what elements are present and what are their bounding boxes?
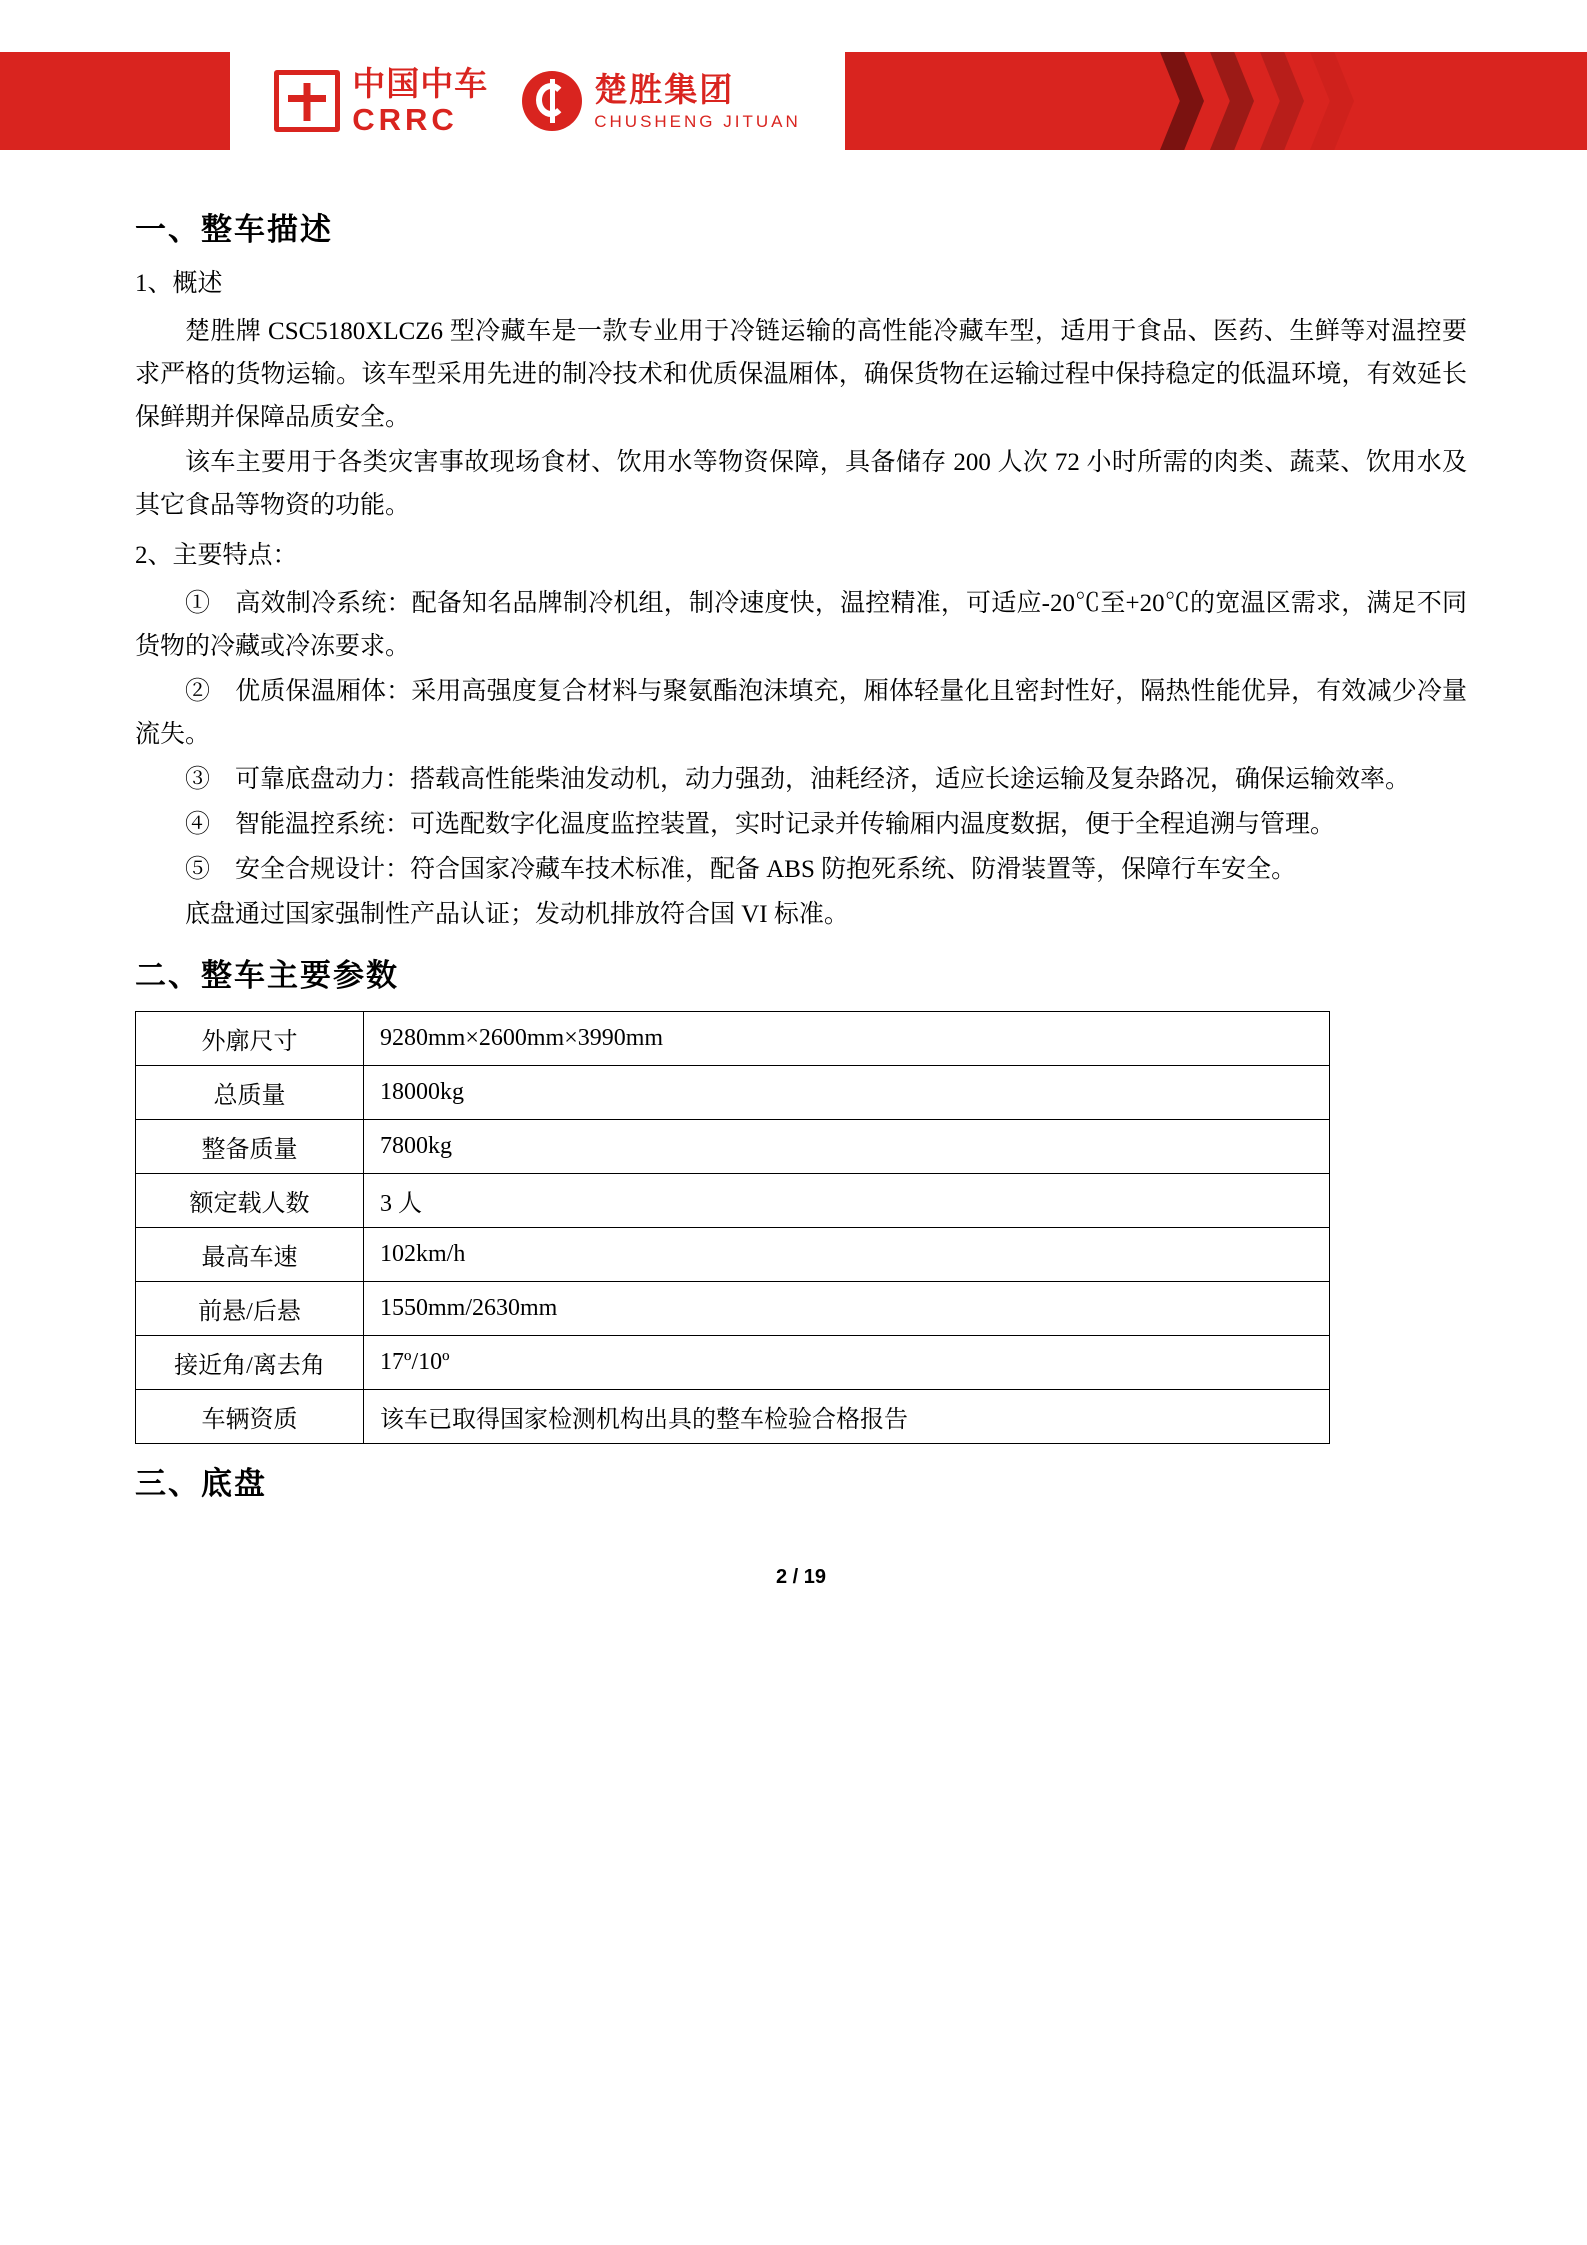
table-row xyxy=(136,1065,1330,1119)
overview-paragraph-2: 该车主要用于各类灾害事故现场食材、饮用水等物资保障，具备储存 200 人次 72 小时所需的肉类、蔬菜、饮用水及其它食品等物资的功能。 xyxy=(135,448,1467,519)
param-value: 9280mm×2600mm×3990mm xyxy=(364,1011,1330,1065)
param-label: 整备质量 xyxy=(136,1119,364,1173)
param-label: 总质量 xyxy=(136,1065,364,1119)
document-header-banner xyxy=(0,0,1587,190)
page-number: 2 / 19 xyxy=(775,1565,827,1588)
feature-item-4: ④ 智能温控系统：可选配数字化温度监控装置，实时记录并传输厢内温度数据，便于全程追溯与管理。 xyxy=(185,810,1336,838)
chusheng-logo-text xyxy=(594,70,801,131)
param-value: 18000kg xyxy=(364,1065,1330,1119)
chusheng-logo-cn: 楚胜集团 xyxy=(594,70,735,108)
section-title-vehicle-description: 一、整车描述 xyxy=(135,212,333,247)
page-footer xyxy=(135,1519,1467,1589)
crrc-mark-icon xyxy=(274,70,340,132)
subsection-main-features-heading: 2、主要特点： xyxy=(135,541,298,569)
param-value: 1550mm/2630mm xyxy=(364,1281,1330,1335)
param-value: 该车已取得国家检测机构出具的整车检验合格报告 xyxy=(364,1389,1330,1443)
param-label: 最高车速 xyxy=(136,1227,364,1281)
feature-item-2: ② 优质保温厢体：采用高强度复合材料与聚氨酯泡沫填充，厢体轻量化且密封性好，隔热性能优异，有效减少冷量流失。 xyxy=(135,677,1467,748)
table-row xyxy=(136,1173,1330,1227)
table-row xyxy=(136,1119,1330,1173)
chusheng-logo-en: CHUSHENG JITUAN xyxy=(594,111,801,131)
param-label: 前悬/后悬 xyxy=(136,1281,364,1335)
overview-paragraph-1: 楚胜牌 CSC5180XLCZ6 型冷藏车是一款专业用于冷链运输的高性能冷藏车型，适用于食品、医药、生鲜等对温控要求严格的货物运输。该车型采用先进的制冷技术和优质保温厢体，确保货物在运输过程中保持稳定的低温环境，有效延长保鲜期并保障品质安全。 xyxy=(135,317,1467,431)
chevron-icon xyxy=(1310,52,1354,150)
table-row xyxy=(136,1335,1330,1389)
vehicle-parameters-table xyxy=(135,1011,1330,1444)
chevron-icon xyxy=(1260,52,1304,150)
param-value: 7800kg xyxy=(364,1119,1330,1173)
header-red-bar-left xyxy=(0,52,230,150)
crrc-logo-text xyxy=(352,67,488,135)
param-label: 接近角/离去角 xyxy=(136,1335,364,1389)
header-chevron-decoration xyxy=(1160,52,1354,150)
table-row xyxy=(136,1227,1330,1281)
param-label: 额定载人数 xyxy=(136,1173,364,1227)
feature-item-1: ① 高效制冷系统：配备知名品牌制冷机组，制冷速度快，温控精准，可适应-20℃至+20℃的宽温区需求，满足不同货物的冷藏或冷冻要求。 xyxy=(135,589,1467,660)
param-value: 102km/h xyxy=(364,1227,1330,1281)
certification-paragraph: 底盘通过国家强制性产品认证；发动机排放符合国 VI 标准。 xyxy=(185,900,849,928)
section-title-chassis: 三、底盘 xyxy=(135,1465,267,1501)
chevron-icon xyxy=(1160,52,1204,150)
chusheng-mark-icon xyxy=(522,71,582,131)
crrc-logo-en: CRRC xyxy=(352,102,458,137)
subsection-overview-heading: 1、概述 xyxy=(135,270,223,297)
param-label: 外廓尺寸 xyxy=(136,1011,364,1065)
param-value: 3 人 xyxy=(364,1173,1330,1227)
feature-item-5: ⑤ 安全合规设计：符合国家冷藏车技术标准，配备 ABS 防抱死系统、防滑装置等，保障行车安全。 xyxy=(185,855,1297,883)
header-logo-group xyxy=(230,52,845,150)
table-row xyxy=(136,1011,1330,1065)
crrc-logo-icon xyxy=(274,67,488,135)
table-row xyxy=(136,1389,1330,1443)
crrc-logo-cn: 中国中车 xyxy=(352,65,489,102)
table-row xyxy=(136,1281,1330,1335)
document-page-body xyxy=(0,204,1587,1589)
chusheng-logo-icon xyxy=(522,71,801,131)
feature-item-3: ③ 可靠底盘动力：搭载高性能柴油发动机，动力强劲，油耗经济，适应长途运输及复杂路况，确保运输效率。 xyxy=(185,765,1411,793)
param-value: 17º/10º xyxy=(364,1335,1330,1389)
param-label: 车辆资质 xyxy=(136,1389,364,1443)
chevron-icon xyxy=(1210,52,1254,150)
section-title-main-parameters: 二、整车主要参数 xyxy=(135,957,399,993)
